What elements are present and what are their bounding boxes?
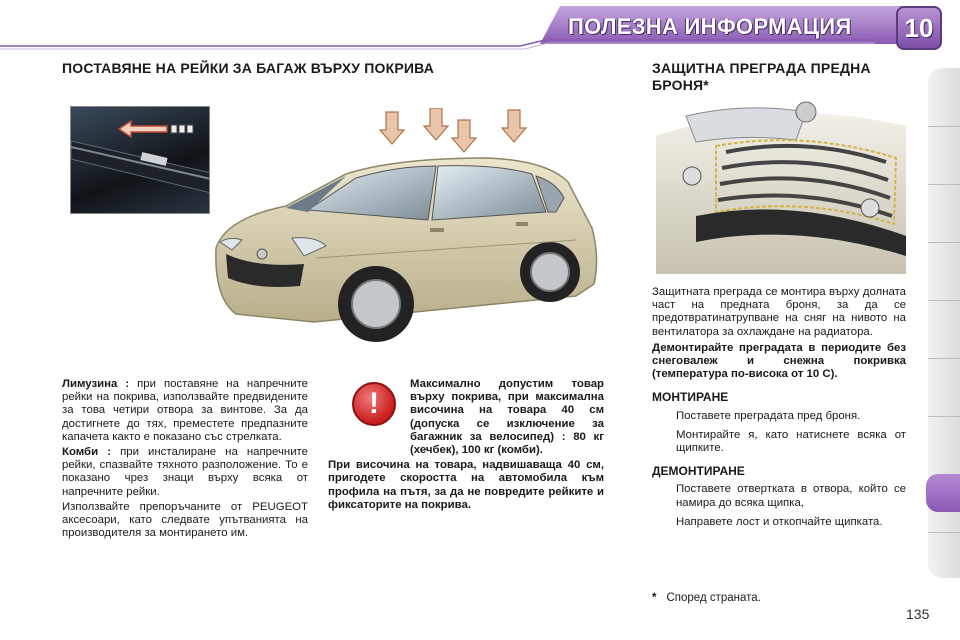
front-bumper-snow-guard-image [656, 96, 906, 274]
list-item [652, 483, 906, 509]
tab-divider [928, 184, 960, 185]
bullet-icon [652, 516, 676, 529]
footnote-text: Според страната. [666, 592, 761, 604]
tab-divider [928, 126, 960, 127]
mount-step-2: Монтирайте я, като натиснете всяка от щипките. [676, 428, 906, 455]
tab-divider [928, 532, 960, 533]
chapter-badge: 10 [896, 6, 942, 50]
roof-rails-instructions [62, 378, 308, 542]
max-load-text: Максимално допустим товар върху покрива, при максимална височина на товара 40 см (допуска се изключение за багажник за велосипед) : 80 кг (хечбек), 100 кг (комби). [410, 378, 604, 457]
mount-heading: МОНТИРАНЕ [652, 390, 729, 405]
limo-text: при поставяне на напречните рейки на покрива, използвайте предвидените за това четири отвора за винтове. За да достигнете до тях, преместете предпазните капачета както е показано със стрелката. [62, 378, 309, 443]
bullet-icon [652, 410, 676, 423]
footnote-star: * [652, 592, 657, 604]
car-roof-image [196, 108, 614, 356]
bullet-icon [652, 429, 676, 455]
dismount-heading: ДЕМОНТИРАНЕ [652, 464, 745, 479]
section-heading-roof-rails: ПОСТАВЯНЕ НА РЕЙКИ ЗА БАГАЖ ВЪРХУ ПОКРИВА [62, 60, 435, 76]
page-number: 135 [906, 606, 930, 622]
mount-step-1: Поставете преградата пред броня. [676, 409, 861, 422]
section-heading-snow-guard: ЗАЩИТНА ПРЕГРАДА ПРЕДНА БРОНЯ* [652, 60, 871, 93]
snow-guard-notice: Демонтирайте преградата в периодите без снеговалеж и снежна покривка (температура по-висока от 10 C). [652, 341, 906, 381]
bullet-icon [652, 483, 676, 509]
roof-rail-detail-image [70, 106, 210, 214]
roof-load-warning [328, 378, 604, 514]
footnote [652, 592, 761, 604]
snow-guard-instructions [652, 286, 906, 535]
tab-divider [928, 358, 960, 359]
tab-divider [928, 300, 960, 301]
limo-label: Лимузина : [62, 378, 130, 390]
snow-guard-intro: Защитната преграда се монтира върху долната част на предната броня, за да се предотвратинатрупване на сняг на нивото на вентилатора за охлаждане на радиатора. [652, 286, 906, 338]
list-item [652, 429, 906, 455]
tab-divider [928, 416, 960, 417]
exclamation-icon: ! [352, 382, 396, 426]
dismount-step-1: Поставете отвертката в отвора, който се намира до всяка щипка, [676, 483, 906, 509]
combi-text: при инсталиране на напречните рейки, спазвайте тяхното разположение. То е показано чрез знаци върху всяка от напречните рейки. [62, 446, 308, 498]
accessories-paragraph: Използвайте препоръчаните от PEUGEOT аксесоари, като следвате упътванията на производителя за монтирането им. [62, 500, 308, 540]
combi-label: Комби : [62, 446, 111, 459]
limo-paragraph [62, 378, 308, 444]
tab-divider [928, 242, 960, 243]
speed-advice-text: При височина на товара, надвишаваща 40 см, пригодете скоростта на автомобила към профила на пътя, за да не повредите рейките и фиксаторите на покрива. [328, 459, 604, 511]
dismount-step-2: Направете лост и откопчайте щипката. [676, 515, 883, 528]
chapter-tab-active [926, 474, 960, 512]
page-title: ПОЛЕЗНА ИНФОРМАЦИЯ [568, 14, 852, 39]
combi-paragraph [62, 446, 308, 499]
list-item [652, 410, 906, 423]
list-item [652, 516, 906, 529]
